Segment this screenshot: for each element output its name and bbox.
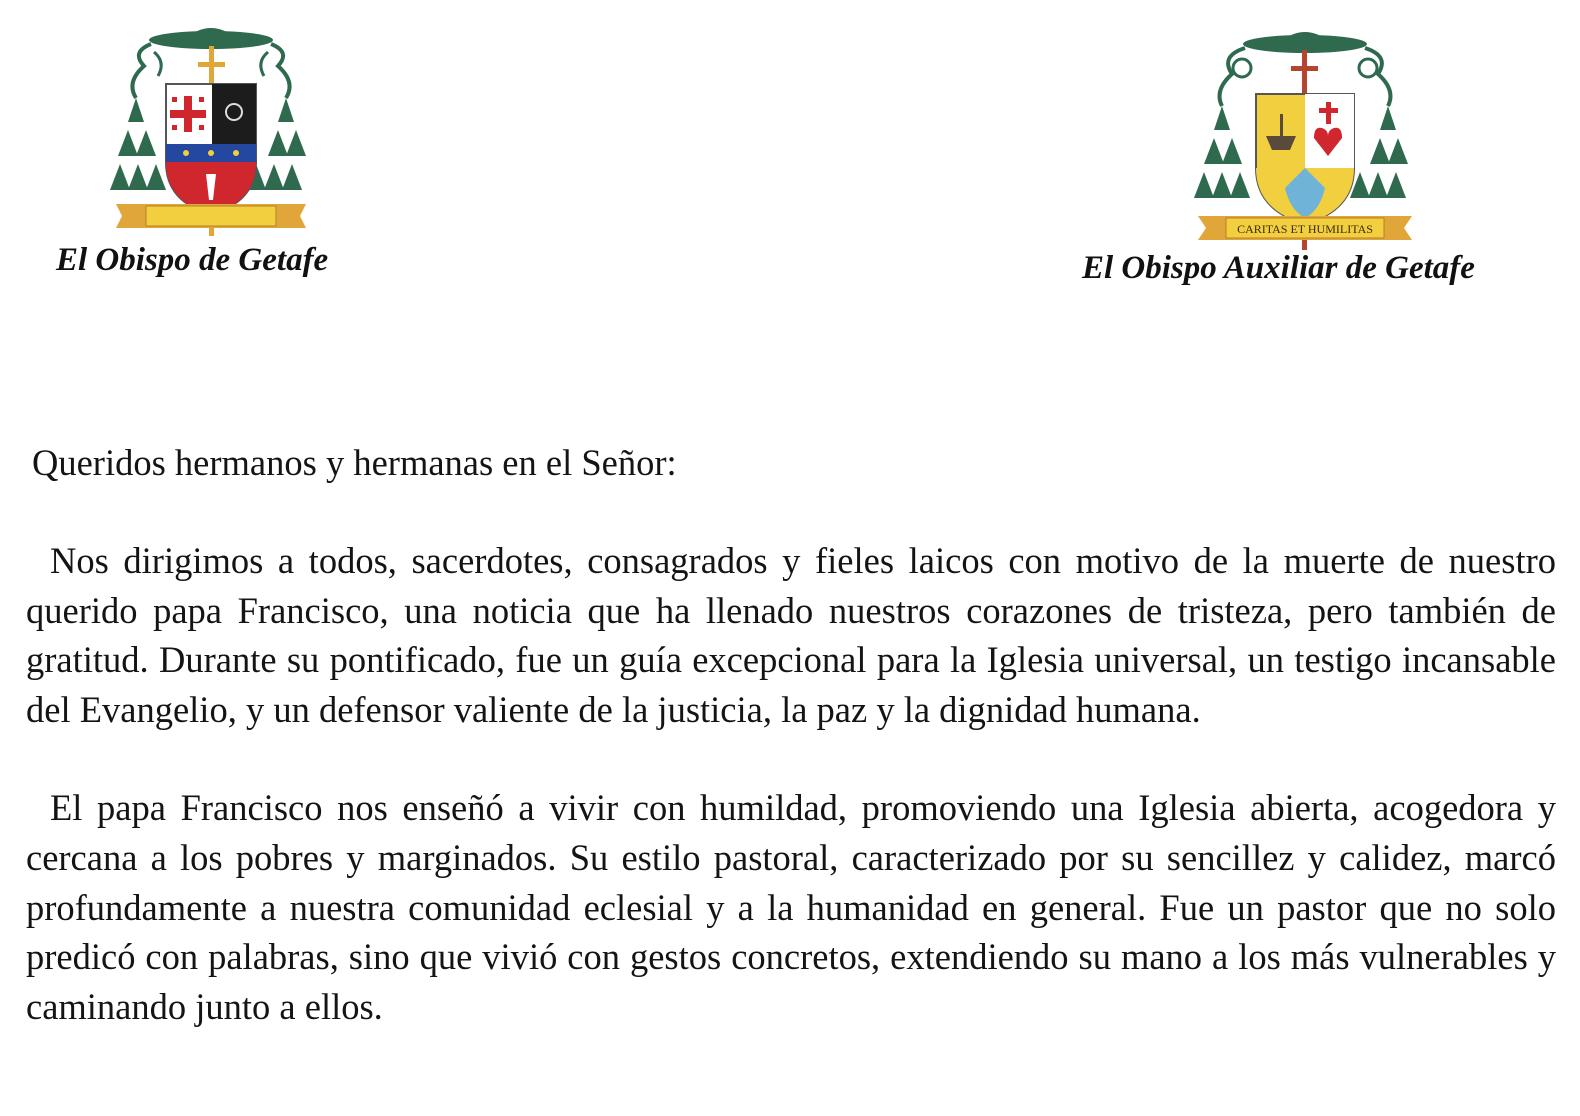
bishop-coat-of-arms xyxy=(106,22,316,246)
right-caption: El Obispo Auxiliar de Getafe xyxy=(1082,250,1475,286)
auxiliary-bishop-coat-of-arms xyxy=(1190,28,1420,264)
paragraph: El papa Francisco nos enseñó a vivir con humildad, promoviendo una Iglesia abierta, acogedora y cercana a los pobres y marginados. Su estilo pastoral, caracterizado por su sencillez y calidez, marcó profundamente a nuestra comunidad eclesial y a la humanidad en general. Fue un pastor que no solo predicó con palabras, sino que vivió con gestos concretos, extendiendo su mano a los más vulnerables y caminando junto a ellos. xyxy=(26,786,1556,1028)
left-caption: El Obispo de Getafe xyxy=(56,242,329,278)
paragraph: Nos dirigimos a todos, sacerdotes, consagrados y fieles laicos con motivo de la muerte de nuestro querido papa Francisco, una noticia que ha llenado nuestros corazones de tristeza, pero también de gratitud. Durante su pontificado, fue un guía excepcional para la Iglesia universal, un testigo incansable del Evangelio, y un defensor valiente de la justicia, la paz y la dignidad humana. xyxy=(26,539,1556,731)
right-motto-text: CARITAS ET HUMILITAS xyxy=(1237,222,1373,236)
salutation: Queridos hermanos y hermanas en el Señor: xyxy=(32,442,677,483)
letter-body xyxy=(26,438,1556,1032)
